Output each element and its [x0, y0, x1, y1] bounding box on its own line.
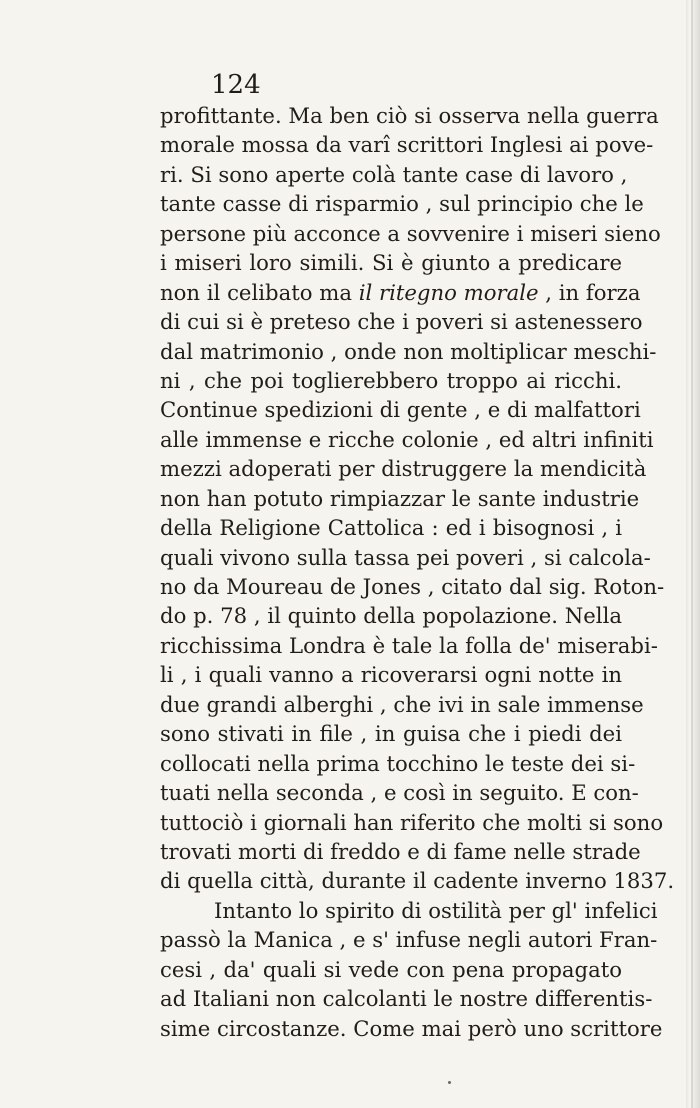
- text-line: Intanto lo spirito di ostilità per gl' infelici: [214, 897, 658, 923]
- text-line: ni , che poi toglierebbero troppo ai ricchi.: [160, 367, 622, 393]
- text-line: passò la Manica , e s' infuse negli autori Fran-: [160, 927, 658, 953]
- text-line: sono stivati in file , in guisa che i piedi dei: [160, 721, 622, 747]
- text-line: della Religione Cattolica : ed i bisognosi , i: [160, 515, 622, 541]
- text-line: no da Moureau de Jones , citato dal sig. Roton-: [160, 574, 665, 599]
- text-line: tante casse di risparmio , sul principio che le: [160, 191, 644, 217]
- text-line: due grandi alberghi , che ivi in sale immense: [160, 691, 644, 717]
- text-line: tuttociò i giornali han riferito che molti si sono: [160, 809, 664, 835]
- text-line: di cui si è preteso che i poveri si astenessero: [160, 309, 643, 335]
- text-line: ri. Si sono aperte colà tante case di lavoro ,: [160, 161, 628, 187]
- text-line: ad Italiani non calcolanti le nostre differentis-: [160, 986, 653, 1012]
- page-speck: [448, 1081, 451, 1084]
- page-edge: [686, 0, 700, 1108]
- text-line: cesi , da' quali si vede con pena propagato: [160, 956, 622, 982]
- text-line: sime circostanze. Come mai però uno scrittore: [160, 1015, 663, 1041]
- text-line: persone più acconce a sovvenire i miseri sieno: [160, 220, 661, 246]
- text-line: do p. 78 , il quinto della popolazione. Nella: [160, 603, 622, 629]
- text-line: Continue spedizioni di gente , e di malfattori: [160, 397, 641, 423]
- text-line: profittante. Ma ben ciò si osserva nella guerra: [160, 103, 659, 128]
- text-line: morale mossa da varî scrittori Inglesi ai pove-: [160, 132, 654, 158]
- text-line: non il celibato ma il ritegno morale , in forza: [160, 279, 641, 305]
- text-line: mezzi adoperati per distruggere la mendicità: [160, 456, 647, 482]
- text-line: di quella città, durante il cadente inverno 1837.: [160, 868, 675, 894]
- text-line: non han potuto rimpiazzar le sante industrie: [160, 485, 640, 511]
- body-text: [160, 101, 675, 1043]
- text-line: tuati nella seconda , e così in seguito. E con-: [160, 780, 639, 806]
- text-line: collocati nella prima tocchino le teste dei si-: [160, 750, 636, 776]
- text-line: dal matrimonio , onde non moltiplicar meschi-: [160, 338, 657, 364]
- italic-phrase: il ritegno morale: [358, 279, 539, 305]
- text-line: li , i quali vanno a ricoverarsi ogni notte in: [160, 662, 622, 688]
- text-line: quali vivono sulla tassa pei poveri , si calcola-: [160, 544, 651, 570]
- text-line: i miseri loro simili. Si è giunto a predicare: [160, 250, 622, 276]
- text-line: alle immense e ricche colonie , ed altri infiniti: [160, 426, 654, 452]
- text-line: trovati morti di freddo e di fame nelle strade: [160, 838, 641, 864]
- text-line: ricchissima Londra è tale la folla de' miserabi-: [160, 632, 658, 658]
- page-number: 124: [211, 70, 261, 100]
